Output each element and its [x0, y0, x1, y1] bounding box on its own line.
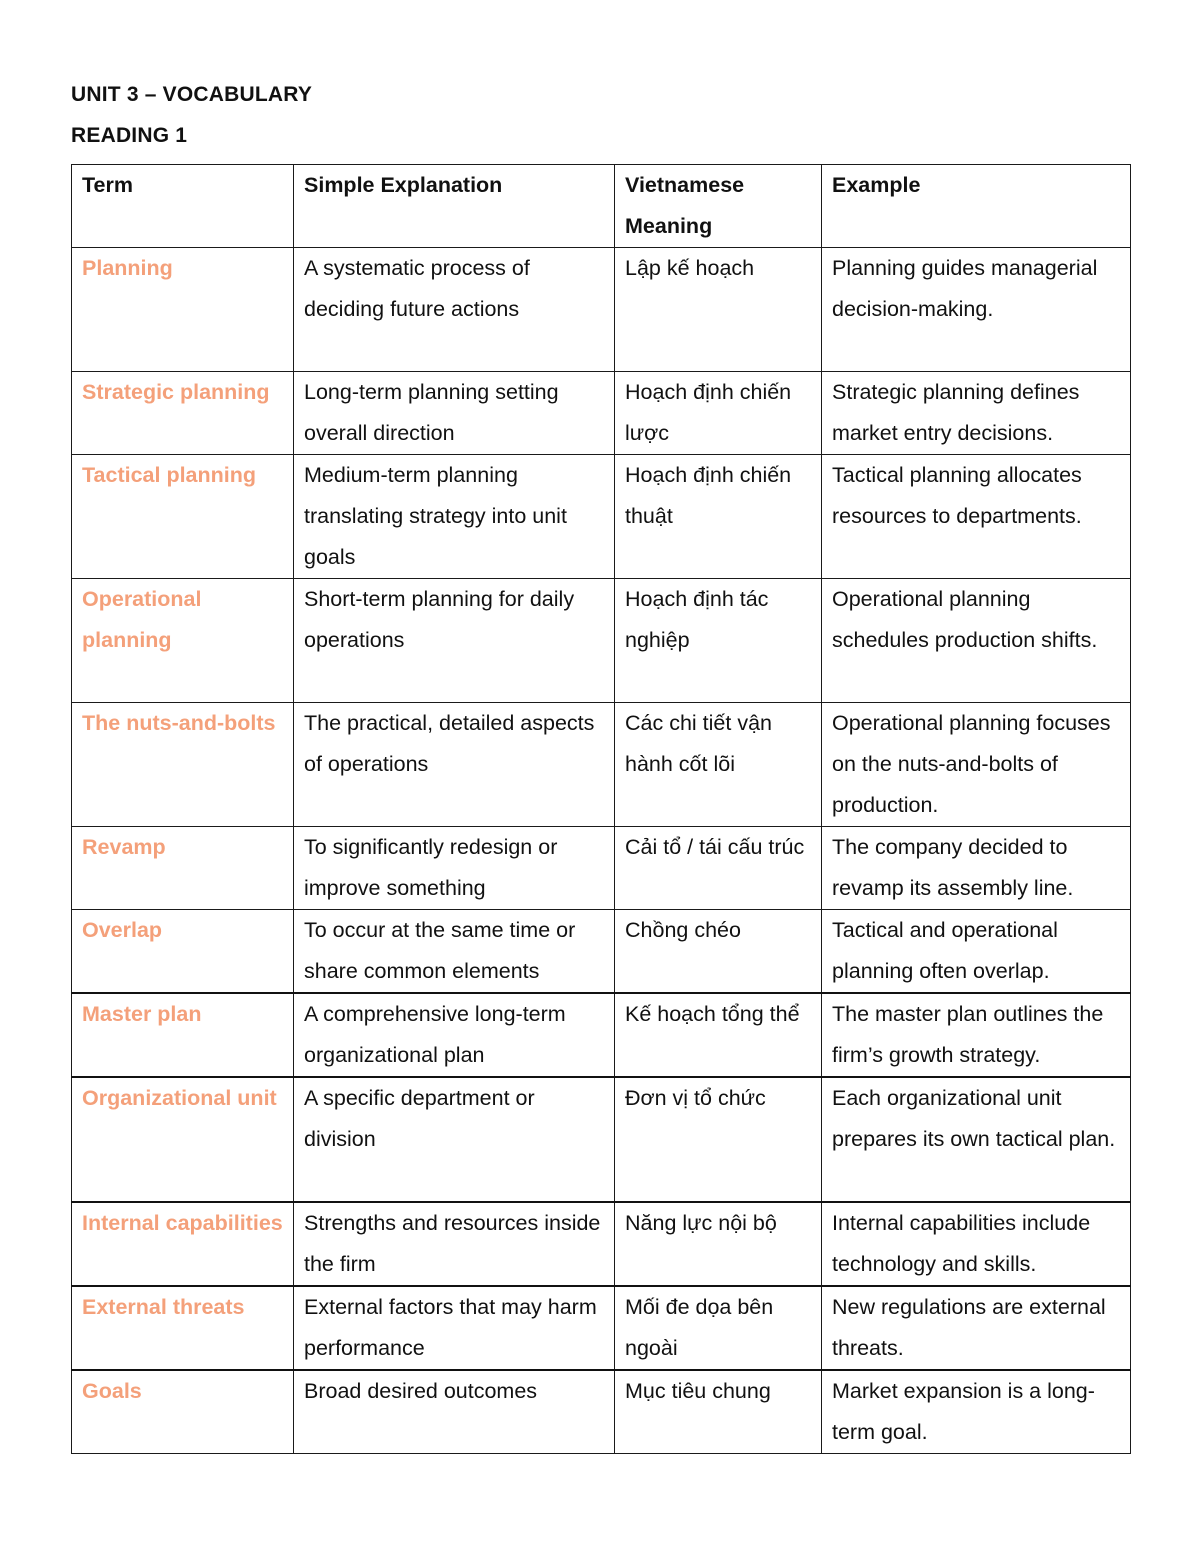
vietnamese-cell: Hoạch định chiến lược	[615, 372, 822, 455]
vietnamese-cell: Mối đe dọa bên ngoài	[615, 1286, 822, 1370]
example-cell: Tactical planning allocates resources to departments.	[822, 455, 1131, 579]
example-cell: Strategic planning defines market entry decisions.	[822, 372, 1131, 455]
vietnamese-cell: Hoạch định tác nghiệp	[615, 579, 822, 703]
term-cell: Internal capabilities	[72, 1202, 294, 1286]
explanation-cell: A specific department or division	[294, 1077, 615, 1202]
explanation-cell: Medium-term planning translating strategy into unit goals	[294, 455, 615, 579]
table-row	[72, 703, 1131, 827]
term-cell: Revamp	[72, 827, 294, 910]
vocabulary-table	[71, 164, 1131, 1454]
term-cell: External threats	[72, 1286, 294, 1370]
table-header-row	[72, 165, 1131, 248]
table-row	[72, 455, 1131, 579]
explanation-cell: Short-term planning for daily operations	[294, 579, 615, 703]
table-row	[72, 372, 1131, 455]
example-cell: Operational planning focuses on the nuts-and-bolts of production.	[822, 703, 1131, 827]
explanation-cell: The practical, detailed aspects of operations	[294, 703, 615, 827]
section-title: READING 1	[71, 124, 188, 147]
explanation-cell: A systematic process of deciding future actions	[294, 248, 615, 372]
example-cell: New regulations are external threats.	[822, 1286, 1131, 1370]
table-row	[72, 910, 1131, 994]
table-row	[72, 248, 1131, 372]
vietnamese-cell: Hoạch định chiến thuật	[615, 455, 822, 579]
explanation-cell: Strengths and resources inside the firm	[294, 1202, 615, 1286]
example-cell: Operational planning schedules production shifts.	[822, 579, 1131, 703]
table-row	[72, 1077, 1131, 1202]
table-row	[72, 1202, 1131, 1286]
term-cell: Operational planning	[72, 579, 294, 703]
header-example: Example	[822, 165, 1131, 248]
vietnamese-cell: Đơn vị tổ chức	[615, 1077, 822, 1202]
explanation-cell: Long-term planning setting overall direction	[294, 372, 615, 455]
example-cell: Each organizational unit prepares its own tactical plan.	[822, 1077, 1131, 1202]
explanation-cell: Broad desired outcomes	[294, 1370, 615, 1454]
explanation-cell: To significantly redesign or improve something	[294, 827, 615, 910]
vietnamese-cell: Chồng chéo	[615, 910, 822, 994]
term-cell: Strategic planning	[72, 372, 294, 455]
table-row	[72, 579, 1131, 703]
example-cell: Internal capabilities include technology and skills.	[822, 1202, 1131, 1286]
explanation-cell: A comprehensive long-term organizational plan	[294, 993, 615, 1077]
vietnamese-cell: Năng lực nội bộ	[615, 1202, 822, 1286]
term-cell: Goals	[72, 1370, 294, 1454]
table-row	[72, 993, 1131, 1077]
term-cell: Organizational unit	[72, 1077, 294, 1202]
header-term: Term	[72, 165, 294, 248]
example-cell: The company decided to revamp its assembly line.	[822, 827, 1131, 910]
term-cell: Overlap	[72, 910, 294, 994]
term-cell: Master plan	[72, 993, 294, 1077]
page-title: UNIT 3 – VOCABULARY	[71, 83, 313, 106]
vietnamese-cell: Kế hoạch tổng thể	[615, 993, 822, 1077]
header-vietnamese: Vietnamese Meaning	[615, 165, 822, 248]
explanation-cell: To occur at the same time or share common elements	[294, 910, 615, 994]
header-explanation: Simple Explanation	[294, 165, 615, 248]
term-cell: The nuts-and-bolts	[72, 703, 294, 827]
example-cell: Tactical and operational planning often overlap.	[822, 910, 1131, 994]
table-row	[72, 827, 1131, 910]
explanation-cell: External factors that may harm performance	[294, 1286, 615, 1370]
vietnamese-cell: Cải tổ / tái cấu trúc	[615, 827, 822, 910]
vietnamese-cell: Lập kế hoạch	[615, 248, 822, 372]
table-row	[72, 1286, 1131, 1370]
table-row	[72, 1370, 1131, 1454]
term-cell: Tactical planning	[72, 455, 294, 579]
vietnamese-cell: Các chi tiết vận hành cốt lõi	[615, 703, 822, 827]
example-cell: The master plan outlines the firm’s growth strategy.	[822, 993, 1131, 1077]
term-cell: Planning	[72, 248, 294, 372]
vietnamese-cell: Mục tiêu chung	[615, 1370, 822, 1454]
example-cell: Market expansion is a long-term goal.	[822, 1370, 1131, 1454]
example-cell: Planning guides managerial decision-making.	[822, 248, 1131, 372]
